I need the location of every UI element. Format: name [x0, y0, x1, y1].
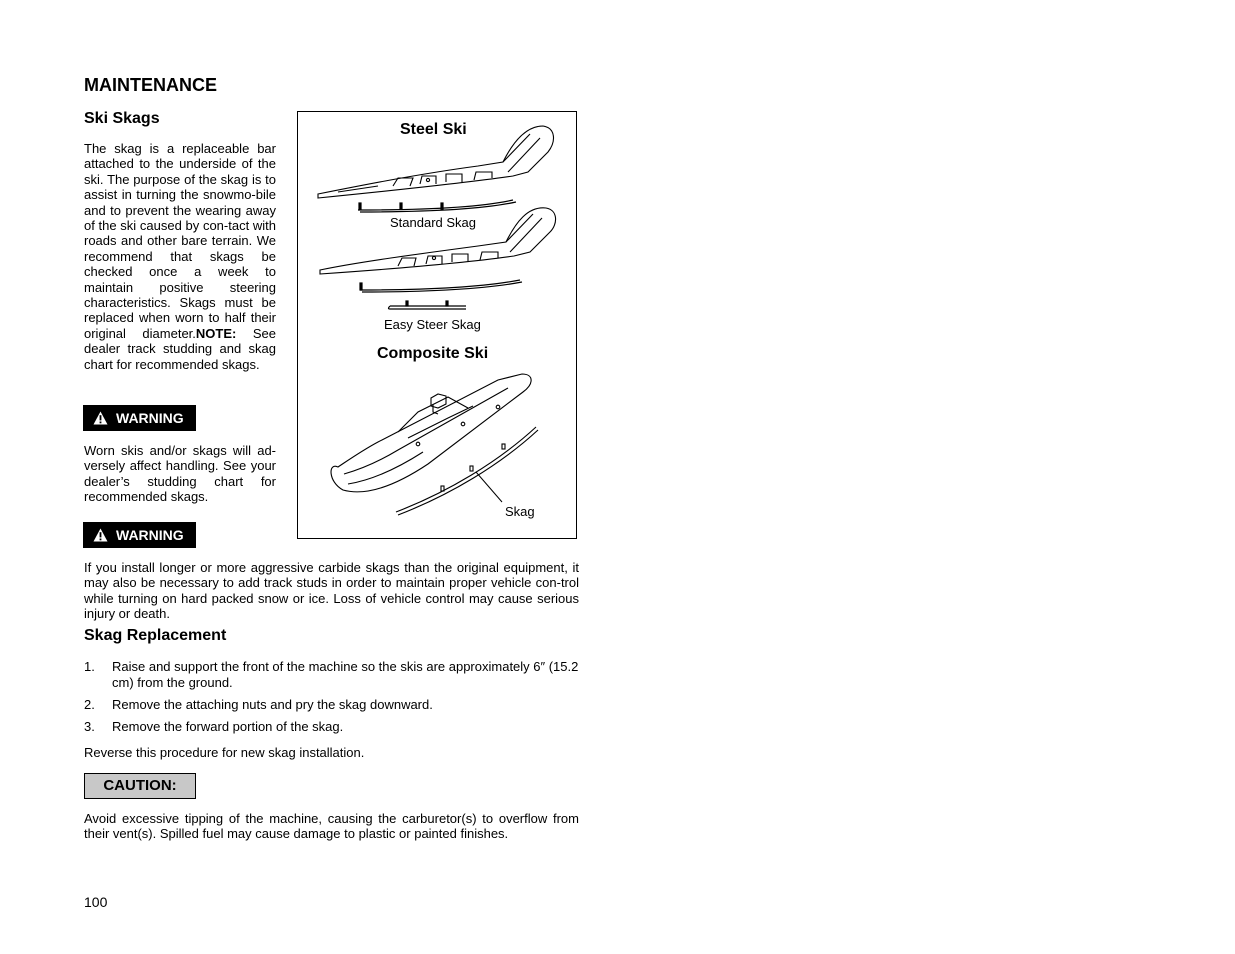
caution-banner: CAUTION: — [84, 773, 196, 799]
note-text: See dealer track studding and skag chart for recommended skags. — [84, 325, 277, 372]
page-title: MAINTENANCE — [84, 75, 217, 95]
step-text: Remove the forward portion of the skag. — [112, 719, 344, 734]
warning-banner-2 — [83, 522, 196, 548]
note-label: NOTE: — [195, 325, 237, 341]
step-number: 1. — [84, 659, 95, 674]
warning-triangle-icon — [93, 528, 108, 542]
warning-text-1: Worn skis and/or skags will ad-versely affect handling. See your dealer’s studding chart for recommended skags. — [84, 443, 276, 505]
page-number: 100 — [84, 894, 108, 910]
reverse-procedure-text: Reverse this procedure for new skag installation. — [84, 745, 365, 760]
steel-ski-standard-drawing — [318, 126, 553, 198]
steel-ski-title: Steel Ski — [400, 121, 467, 138]
caution-text: Avoid excessive tipping of the machine, causing the carburetor(s) to overflow from their vent(s). Spilled fuel may cause damage to plastic or painted finishes. — [84, 811, 579, 842]
standard-skag-drawing — [358, 200, 516, 212]
step-text: Remove the attaching nuts and pry the skag downward. — [112, 697, 433, 712]
step-number: 2. — [84, 697, 95, 712]
composite-ski-title: Composite Ski — [377, 345, 489, 362]
step-number: 3. — [84, 719, 95, 734]
step-text: Raise and support the front of the machine so the skis are approximately 6″ (15.2 cm) from the ground. — [112, 659, 579, 690]
easy-steer-skag-label: Easy Steer Skag — [384, 317, 481, 332]
warning-label-2: WARNING — [116, 527, 184, 543]
warning-text-2: If you install longer or more aggressive carbide skags than the original equipment, it may also be necessary to add track studs in order to maintain proper vehicle con-trol while turning on hard packed snow or ice. Loss of vehicle control may cause serious injury or death. — [84, 560, 579, 622]
skag-label: Skag — [505, 504, 535, 519]
section-heading-ski-skags: Ski Skags — [84, 110, 160, 127]
warning-label-1: WARNING — [116, 410, 184, 426]
ski-figure — [297, 111, 577, 539]
standard-skag-label: Standard Skag — [390, 215, 477, 230]
warning-triangle-icon — [93, 411, 108, 425]
easy-steer-skag-drawing — [360, 280, 522, 309]
section-heading-skag-replacement: Skag Replacement — [84, 627, 227, 644]
ski-skags-paragraph — [84, 141, 276, 372]
ski-skags-intro-text: The skag is a replaceable bar attached to the underside of the ski. The purpose of the skag is to assist in turning the snowmo-bile and to prevent the wearing away of the ski caused by con-tact with roads and other bare terrain. We recommend that skags be checked once a week to maintain positive steering characteristics. Skags must be replaced when worn to half their original diameter. — [84, 141, 276, 341]
composite-ski-drawing — [331, 374, 531, 492]
warning-banner-1 — [83, 405, 196, 431]
